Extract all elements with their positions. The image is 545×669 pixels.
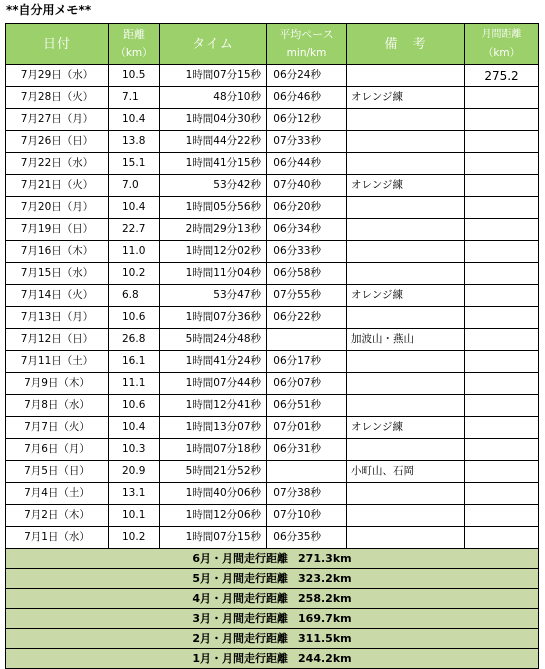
cell-date: 7月7日（火）: [6, 417, 109, 439]
cell-note: オレンジ練: [347, 285, 465, 307]
cell-time: 1時間44分22秒: [160, 131, 267, 153]
monthly-summary-cell: [6, 569, 539, 589]
header-distance: 距離 （km）: [109, 24, 160, 65]
cell-monthly: [465, 109, 539, 131]
header-note: 備 考: [347, 24, 465, 65]
cell-time: 1時間41分15秒: [160, 153, 267, 175]
cell-pace: 06分51秒: [267, 395, 347, 417]
cell-monthly: [465, 395, 539, 417]
cell-date: 7月22日（水）: [6, 153, 109, 175]
cell-monthly: [465, 285, 539, 307]
monthly-summary-row: [6, 569, 539, 589]
cell-monthly: [465, 417, 539, 439]
cell-distance: 10.5: [109, 65, 160, 87]
cell-time: 48分10秒: [160, 87, 267, 109]
cell-note: [347, 153, 465, 175]
cell-time: 1時間07分15秒: [160, 65, 267, 87]
cell-distance: 11.0: [109, 241, 160, 263]
monthly-summary-cell: [6, 609, 539, 629]
cell-pace: 07分40秒: [267, 175, 347, 197]
cell-pace: 06分46秒: [267, 87, 347, 109]
cell-distance: 10.4: [109, 197, 160, 219]
cell-distance: 10.2: [109, 263, 160, 285]
cell-distance: 10.2: [109, 527, 160, 549]
memo-title: **自分用メモ**: [6, 3, 92, 17]
table-row: [6, 65, 539, 87]
cell-date: 7月5日（日）: [6, 461, 109, 483]
summary-label: 3月・月間走行距離: [192, 612, 289, 625]
cell-monthly: [465, 307, 539, 329]
cell-date: 7月20日（月）: [6, 197, 109, 219]
cell-note: [347, 527, 465, 549]
summary-value: 311.5km: [298, 632, 352, 645]
cell-monthly: [465, 505, 539, 527]
cell-time: 53分42秒: [160, 175, 267, 197]
cell-distance: 20.9: [109, 461, 160, 483]
monthly-summary-cell: [6, 589, 539, 609]
cell-time: 1時間07分18秒: [160, 439, 267, 461]
cell-distance: 22.7: [109, 219, 160, 241]
cell-date: 7月14日（火）: [6, 285, 109, 307]
cell-note: [347, 373, 465, 395]
table-row: [6, 461, 539, 483]
table-row: [6, 263, 539, 285]
cell-monthly: [465, 527, 539, 549]
cell-time: 1時間07分44秒: [160, 373, 267, 395]
cell-pace: 06分35秒: [267, 527, 347, 549]
cell-time: 2時間29分13秒: [160, 219, 267, 241]
table-row: [6, 505, 539, 527]
cell-time: 1時間12分41秒: [160, 395, 267, 417]
cell-note: [347, 395, 465, 417]
cell-distance: 13.1: [109, 483, 160, 505]
table-row: [6, 87, 539, 109]
cell-monthly: [465, 153, 539, 175]
running-log-table: [5, 23, 539, 669]
summary-value: 169.7km: [298, 612, 352, 625]
cell-date: 7月27日（月）: [6, 109, 109, 131]
cell-date: 7月8日（水）: [6, 395, 109, 417]
cell-distance: 10.6: [109, 395, 160, 417]
summary-label: 1月・月間走行距離: [192, 652, 289, 665]
header-monthly: 月間距離 （km）: [465, 24, 539, 65]
cell-time: 1時間04分30秒: [160, 109, 267, 131]
table-row: [6, 307, 539, 329]
cell-monthly: [465, 263, 539, 285]
header-row: [6, 24, 539, 65]
cell-date: 7月21日（火）: [6, 175, 109, 197]
table-row: [6, 241, 539, 263]
summary-value: 323.2km: [298, 572, 352, 585]
summary-label: 6月・月間走行距離: [192, 552, 289, 565]
cell-monthly: [465, 131, 539, 153]
header-pace: 平均ペース min/km: [267, 24, 347, 65]
cell-pace: 06分44秒: [267, 153, 347, 175]
monthly-summary-row: [6, 609, 539, 629]
cell-monthly: [465, 87, 539, 109]
cell-pace: 06分12秒: [267, 109, 347, 131]
cell-note: 加波山・燕山: [347, 329, 465, 351]
cell-pace: 06分33秒: [267, 241, 347, 263]
cell-distance: 10.3: [109, 439, 160, 461]
table-row: [6, 175, 539, 197]
cell-time: 1時間12分02秒: [160, 241, 267, 263]
cell-note: [347, 109, 465, 131]
cell-date: 7月9日（木）: [6, 373, 109, 395]
cell-date: 7月28日（火）: [6, 87, 109, 109]
cell-monthly: [465, 197, 539, 219]
cell-date: 7月19日（日）: [6, 219, 109, 241]
cell-pace: 07分33秒: [267, 131, 347, 153]
cell-date: 7月2日（木）: [6, 505, 109, 527]
cell-note: [347, 505, 465, 527]
header-time: タイム: [160, 24, 267, 65]
cell-note: オレンジ練: [347, 87, 465, 109]
cell-monthly: [465, 175, 539, 197]
cell-distance: 7.1: [109, 87, 160, 109]
table-row: [6, 153, 539, 175]
cell-pace: 07分10秒: [267, 505, 347, 527]
cell-note: [347, 197, 465, 219]
monthly-summary-row: [6, 629, 539, 649]
cell-date: 7月6日（月）: [6, 439, 109, 461]
table-row: [6, 417, 539, 439]
cell-time: 1時間12分06秒: [160, 505, 267, 527]
table-row: [6, 131, 539, 153]
cell-monthly: [465, 439, 539, 461]
cell-note: [347, 131, 465, 153]
cell-distance: 10.4: [109, 417, 160, 439]
cell-distance: 13.8: [109, 131, 160, 153]
summary-value: 244.2km: [298, 652, 352, 665]
cell-time: 1時間05分56秒: [160, 197, 267, 219]
table-row: [6, 109, 539, 131]
cell-time: 1時間13分07秒: [160, 417, 267, 439]
cell-note: [347, 241, 465, 263]
cell-time: 1時間40分06秒: [160, 483, 267, 505]
monthly-summary-row: [6, 589, 539, 609]
cell-time: 1時間41分24秒: [160, 351, 267, 373]
table-row: [6, 373, 539, 395]
running-log-body: [6, 24, 539, 669]
cell-note: オレンジ練: [347, 175, 465, 197]
cell-distance: 10.1: [109, 505, 160, 527]
cell-monthly: 275.2: [465, 65, 539, 87]
cell-pace: 06分20秒: [267, 197, 347, 219]
cell-time: 1時間07分36秒: [160, 307, 267, 329]
cell-pace: 06分07秒: [267, 373, 347, 395]
cell-distance: 10.6: [109, 307, 160, 329]
cell-pace: 06分58秒: [267, 263, 347, 285]
cell-date: 7月11日（土）: [6, 351, 109, 373]
summary-label: 4月・月間走行距離: [192, 592, 289, 605]
cell-pace: 07分55秒: [267, 285, 347, 307]
cell-date: 7月29日（水）: [6, 65, 109, 87]
cell-time: 5時間24分48秒: [160, 329, 267, 351]
summary-label: 2月・月間走行距離: [192, 632, 289, 645]
table-row: [6, 439, 539, 461]
cell-pace: 06分31秒: [267, 439, 347, 461]
cell-note: 小町山、石岡: [347, 461, 465, 483]
cell-date: 7月26日（日）: [6, 131, 109, 153]
cell-date: 7月4日（土）: [6, 483, 109, 505]
cell-monthly: [465, 219, 539, 241]
cell-pace: [267, 329, 347, 351]
summary-value: 258.2km: [298, 592, 352, 605]
cell-date: 7月1日（水）: [6, 527, 109, 549]
cell-pace: 06分34秒: [267, 219, 347, 241]
cell-monthly: [465, 373, 539, 395]
table-row: [6, 285, 539, 307]
cell-time: 53分47秒: [160, 285, 267, 307]
cell-note: [347, 307, 465, 329]
cell-pace: 07分01秒: [267, 417, 347, 439]
table-row: [6, 197, 539, 219]
cell-pace: 06分24秒: [267, 65, 347, 87]
summary-value: 271.3km: [298, 552, 352, 565]
table-row: [6, 219, 539, 241]
cell-pace: [267, 461, 347, 483]
cell-distance: 7.0: [109, 175, 160, 197]
cell-monthly: [465, 461, 539, 483]
cell-note: [347, 439, 465, 461]
table-row: [6, 395, 539, 417]
cell-monthly: [465, 241, 539, 263]
table-row: [6, 483, 539, 505]
cell-pace: 06分22秒: [267, 307, 347, 329]
table-row: [6, 527, 539, 549]
table-row: [6, 329, 539, 351]
cell-distance: 16.1: [109, 351, 160, 373]
cell-note: [347, 65, 465, 87]
monthly-summary-row: [6, 549, 539, 569]
cell-date: 7月12日（日）: [6, 329, 109, 351]
cell-distance: 15.1: [109, 153, 160, 175]
cell-time: 1時間11分04秒: [160, 263, 267, 285]
cell-pace: 07分38秒: [267, 483, 347, 505]
cell-pace: 06分17秒: [267, 351, 347, 373]
cell-distance: 10.4: [109, 109, 160, 131]
cell-time: 1時間07分15秒: [160, 527, 267, 549]
cell-date: 7月13日（月）: [6, 307, 109, 329]
cell-distance: 26.8: [109, 329, 160, 351]
cell-time: 5時間21分52秒: [160, 461, 267, 483]
summary-label: 5月・月間走行距離: [192, 572, 289, 585]
cell-note: [347, 483, 465, 505]
cell-note: [347, 263, 465, 285]
cell-note: [347, 351, 465, 373]
cell-note: オレンジ練: [347, 417, 465, 439]
cell-distance: 11.1: [109, 373, 160, 395]
cell-monthly: [465, 351, 539, 373]
cell-date: 7月16日（木）: [6, 241, 109, 263]
header-date: 日付: [6, 24, 109, 65]
monthly-summary-cell: [6, 549, 539, 569]
cell-distance: 6.8: [109, 285, 160, 307]
table-row: [6, 351, 539, 373]
cell-date: 7月15日（水）: [6, 263, 109, 285]
cell-monthly: [465, 329, 539, 351]
cell-monthly: [465, 483, 539, 505]
monthly-summary-cell: [6, 629, 539, 649]
cell-note: [347, 219, 465, 241]
